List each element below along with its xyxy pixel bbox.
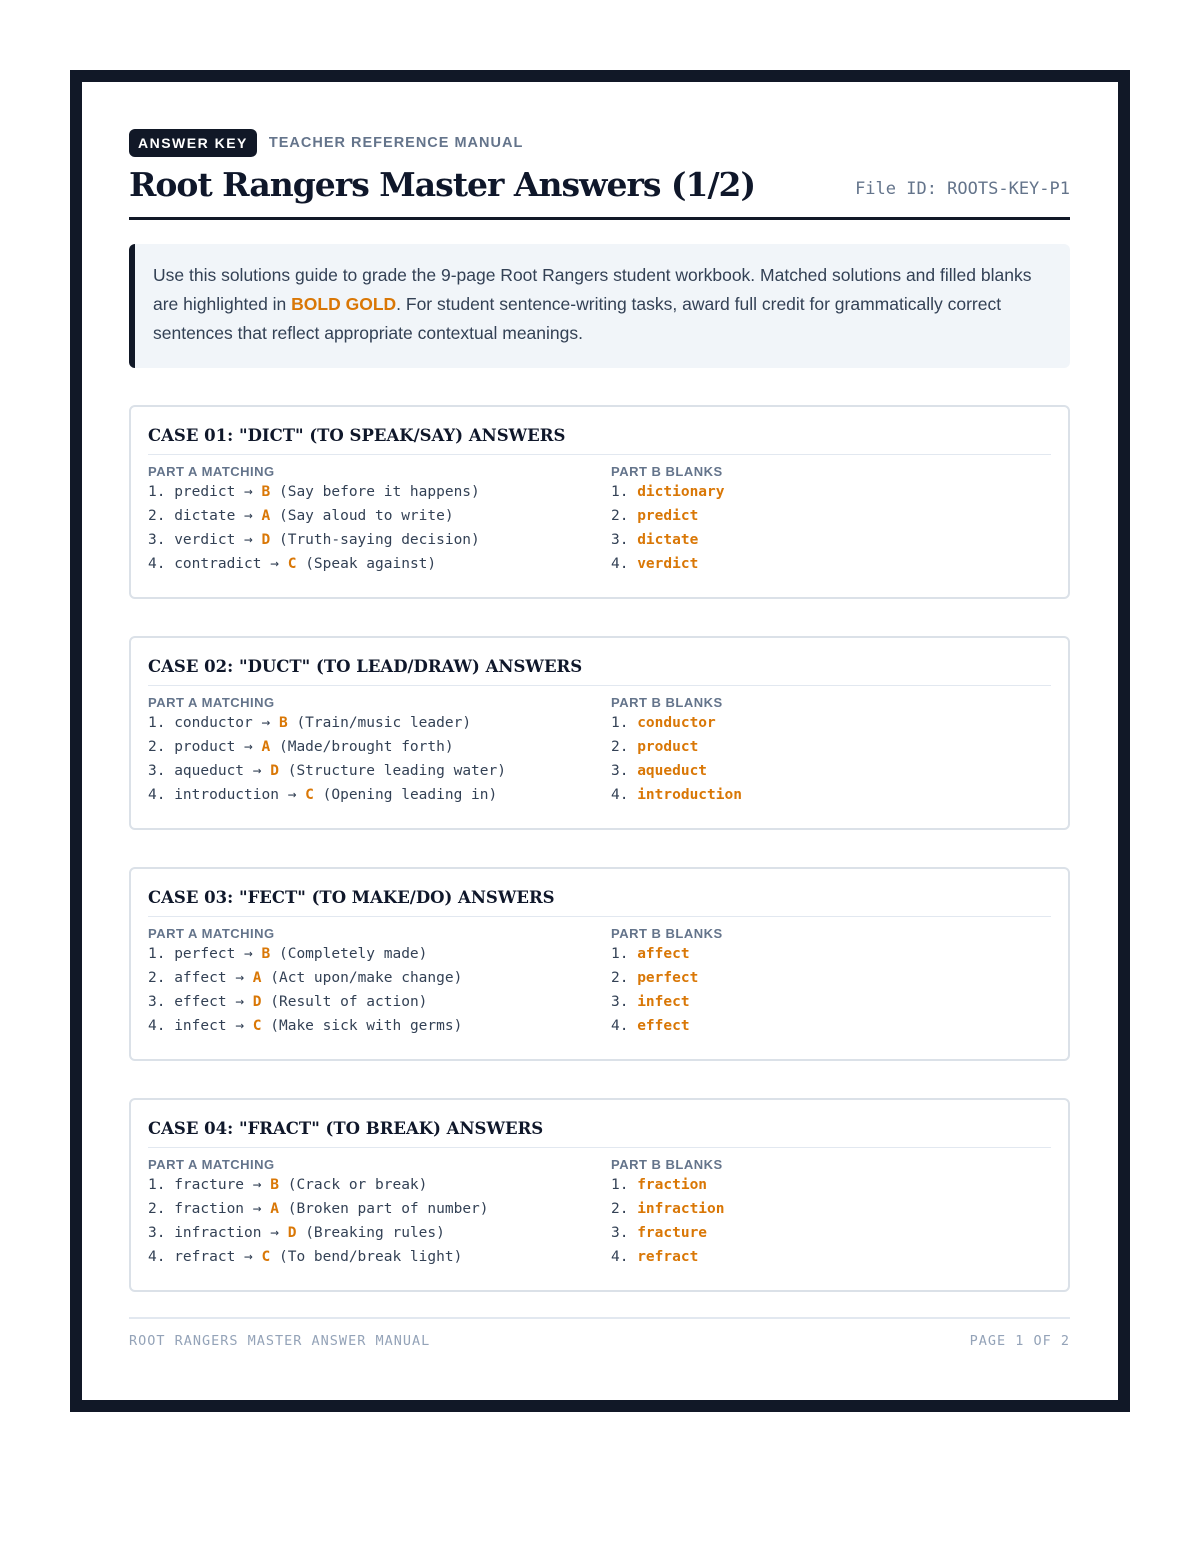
matching-item	[148, 1173, 611, 1197]
intro-highlight: BOLD GOLD	[291, 294, 397, 314]
page-title: Root Rangers Master Answers (1/2)	[129, 165, 756, 204]
item-number: 1.	[148, 484, 166, 500]
blank-answer: fraction	[637, 1177, 708, 1193]
matching-meaning: (Structure leading water)	[287, 763, 506, 779]
item-number: 3.	[611, 994, 629, 1010]
matching-meaning: (Result of action)	[270, 994, 428, 1010]
case-columns	[148, 695, 1051, 807]
matching-list	[148, 1173, 611, 1269]
arrow-icon: →	[287, 787, 297, 803]
title-row	[129, 165, 1070, 220]
blank-answer: verdict	[637, 556, 699, 572]
intro-text-after: . For student sentence-writing tasks, award full credit for grammatically correct sentences that reflect appropriate contextual meanings.	[153, 294, 1002, 343]
item-number: 2.	[611, 1201, 629, 1217]
item-number: 1.	[611, 484, 629, 500]
blanks-list	[611, 480, 1051, 576]
item-number: 3.	[148, 763, 166, 779]
item-number: 1.	[611, 715, 629, 731]
item-number: 4.	[611, 787, 629, 803]
item-number: 4.	[148, 1018, 166, 1034]
page-content	[129, 129, 1070, 1349]
header-tagline	[129, 129, 1070, 157]
matching-item	[148, 528, 611, 552]
part-a-label: PART A MATCHING	[148, 926, 275, 941]
matching-list	[148, 942, 611, 1038]
matching-word: predict	[174, 484, 236, 500]
part-b-column	[611, 926, 1051, 1038]
matching-meaning: (Say before it happens)	[278, 484, 480, 500]
item-number: 2.	[611, 970, 629, 986]
blank-answer: effect	[637, 1018, 690, 1034]
matching-item	[148, 1014, 611, 1038]
part-b-label: PART B BLANKS	[611, 695, 723, 710]
blank-item	[611, 480, 1051, 504]
matching-word: perfect	[174, 946, 236, 962]
case-card	[129, 405, 1070, 599]
part-a-column	[148, 1157, 611, 1269]
case-title: CASE 04: "FRACT" (TO BREAK) ANSWERS	[148, 1118, 1051, 1148]
matching-word: infect	[174, 1018, 227, 1034]
matching-list	[148, 480, 611, 576]
matching-letter: C	[252, 1018, 262, 1034]
item-number: 4.	[148, 1249, 166, 1265]
item-number: 3.	[148, 532, 166, 548]
item-number: 1.	[148, 1177, 166, 1193]
blank-answer: predict	[637, 508, 699, 524]
case-card	[129, 636, 1070, 830]
matching-item	[148, 1245, 611, 1269]
item-number: 3.	[148, 994, 166, 1010]
arrow-icon: →	[244, 484, 253, 500]
blank-answer: perfect	[637, 970, 699, 986]
blank-item	[611, 759, 1051, 783]
matching-word: affect	[174, 970, 227, 986]
blank-answer: introduction	[637, 787, 742, 803]
part-a-label: PART A MATCHING	[148, 1157, 275, 1172]
matching-letter: D	[261, 532, 271, 548]
blank-answer: refract	[637, 1249, 699, 1265]
item-number: 1.	[611, 946, 629, 962]
matching-word: refract	[174, 1249, 236, 1265]
item-number: 2.	[148, 508, 166, 524]
blank-answer: product	[637, 739, 699, 755]
matching-meaning: (Make sick with germs)	[270, 1018, 463, 1034]
arrow-icon: →	[244, 532, 253, 548]
matching-item	[148, 990, 611, 1014]
file-id: File ID: ROOTS-KEY-P1	[855, 179, 1070, 199]
item-number: 1.	[148, 715, 166, 731]
arrow-icon: →	[252, 1201, 262, 1217]
item-number: 3.	[148, 1225, 166, 1241]
matching-item	[148, 966, 611, 990]
arrow-icon: →	[235, 970, 245, 986]
part-b-column	[611, 1157, 1051, 1269]
item-number: 4.	[148, 556, 166, 572]
item-number: 2.	[611, 508, 629, 524]
matching-letter: C	[261, 1249, 271, 1265]
arrow-icon: →	[270, 1225, 279, 1241]
intro-callout	[129, 244, 1070, 368]
blank-item	[611, 783, 1051, 807]
part-a-column	[148, 464, 611, 576]
item-number: 2.	[148, 739, 166, 755]
blank-item	[611, 1014, 1051, 1038]
item-number: 1.	[148, 946, 166, 962]
item-number: 3.	[611, 1225, 629, 1241]
item-number: 2.	[148, 970, 166, 986]
item-number: 2.	[611, 739, 629, 755]
case-card	[129, 1098, 1070, 1292]
blank-answer: conductor	[637, 715, 716, 731]
matching-letter: A	[270, 1201, 279, 1217]
matching-letter: D	[287, 1225, 297, 1241]
case-title: CASE 02: "DUCT" (TO LEAD/DRAW) ANSWERS	[148, 656, 1051, 686]
matching-meaning: (Crack or break)	[287, 1177, 428, 1193]
blank-item	[611, 711, 1051, 735]
blank-answer: dictionary	[637, 484, 725, 500]
matching-item	[148, 552, 611, 576]
matching-meaning: (Speak against)	[305, 556, 437, 572]
part-a-label: PART A MATCHING	[148, 464, 275, 479]
matching-item	[148, 1221, 611, 1245]
matching-letter: D	[252, 994, 262, 1010]
matching-word: fracture	[174, 1177, 245, 1193]
blank-item	[611, 942, 1051, 966]
matching-letter: B	[261, 946, 271, 962]
matching-item	[148, 759, 611, 783]
item-number: 1.	[611, 1177, 629, 1193]
part-a-column	[148, 695, 611, 807]
blanks-list	[611, 1173, 1051, 1269]
matching-letter: A	[261, 508, 271, 524]
case-columns	[148, 926, 1051, 1038]
item-number: 4.	[148, 787, 166, 803]
part-b-label: PART B BLANKS	[611, 1157, 723, 1172]
matching-item	[148, 735, 611, 759]
part-a-column	[148, 926, 611, 1038]
blanks-list	[611, 942, 1051, 1038]
part-a-label: PART A MATCHING	[148, 695, 275, 710]
matching-item	[148, 1197, 611, 1221]
matching-meaning: (Completely made)	[278, 946, 428, 962]
matching-word: aqueduct	[174, 763, 245, 779]
matching-meaning: (Broken part of number)	[287, 1201, 489, 1217]
part-b-column	[611, 695, 1051, 807]
arrow-icon: →	[252, 763, 262, 779]
matching-letter: B	[261, 484, 271, 500]
arrow-icon: →	[244, 739, 253, 755]
case-card	[129, 867, 1070, 1061]
blank-answer: fracture	[637, 1225, 708, 1241]
part-b-label: PART B BLANKS	[611, 464, 723, 479]
matching-item	[148, 942, 611, 966]
matching-letter: C	[287, 556, 297, 572]
blank-answer: affect	[637, 946, 690, 962]
item-number: 4.	[611, 556, 629, 572]
footer-page-number: PAGE 1 OF 2	[969, 1333, 1070, 1349]
case-list	[129, 405, 1070, 1292]
matching-word: fraction	[174, 1201, 245, 1217]
matching-word: contradict	[174, 556, 262, 572]
answer-key-badge: ANSWER KEY	[129, 129, 257, 157]
matching-meaning: (Train/music leader)	[296, 715, 472, 731]
blank-answer: aqueduct	[637, 763, 708, 779]
matching-letter: B	[278, 715, 288, 731]
matching-meaning: (To bend/break light)	[278, 1249, 463, 1265]
arrow-icon: →	[244, 508, 253, 524]
footer-left: ROOT RANGERS MASTER ANSWER MANUAL	[129, 1333, 431, 1349]
matching-letter: C	[305, 787, 314, 803]
matching-word: conductor	[174, 715, 253, 731]
part-b-label: PART B BLANKS	[611, 926, 723, 941]
matching-word: verdict	[174, 532, 236, 548]
arrow-icon: →	[244, 946, 253, 962]
case-title: CASE 01: "DICT" (TO SPEAK/SAY) ANSWERS	[148, 425, 1051, 455]
matching-item	[148, 504, 611, 528]
matching-meaning: (Truth-saying decision)	[278, 532, 480, 548]
blank-item	[611, 528, 1051, 552]
matching-letter: A	[261, 739, 271, 755]
arrow-icon: →	[252, 1177, 262, 1193]
arrow-icon: →	[261, 715, 271, 731]
matching-list	[148, 711, 611, 807]
case-columns	[148, 1157, 1051, 1269]
blank-item	[611, 1221, 1051, 1245]
matching-item	[148, 711, 611, 735]
page-frame	[70, 70, 1130, 1412]
case-columns	[148, 464, 1051, 576]
blank-item	[611, 504, 1051, 528]
case-title: CASE 03: "FECT" (TO MAKE/DO) ANSWERS	[148, 887, 1051, 917]
arrow-icon: →	[235, 1018, 245, 1034]
matching-letter: B	[270, 1177, 279, 1193]
arrow-icon: →	[244, 1249, 253, 1265]
matching-word: introduction	[174, 787, 279, 803]
matching-meaning: (Say aloud to write)	[278, 508, 454, 524]
matching-item	[148, 480, 611, 504]
item-number: 4.	[611, 1018, 629, 1034]
blank-item	[611, 735, 1051, 759]
matching-meaning: (Act upon/make change)	[270, 970, 463, 986]
item-number: 4.	[611, 1249, 629, 1265]
matching-meaning: (Breaking rules)	[305, 1225, 445, 1241]
matching-word: infraction	[174, 1225, 262, 1241]
item-number: 3.	[611, 532, 629, 548]
item-number: 2.	[148, 1201, 166, 1217]
blank-item	[611, 1173, 1051, 1197]
item-number: 3.	[611, 763, 629, 779]
matching-word: dictate	[174, 508, 236, 524]
matching-item	[148, 783, 611, 807]
matching-letter: A	[252, 970, 262, 986]
blanks-list	[611, 711, 1051, 807]
blank-item	[611, 552, 1051, 576]
matching-word: product	[174, 739, 236, 755]
matching-letter: D	[270, 763, 279, 779]
blank-item	[611, 966, 1051, 990]
matching-word: effect	[174, 994, 227, 1010]
blank-item	[611, 990, 1051, 1014]
arrow-icon: →	[270, 556, 279, 572]
blank-item	[611, 1245, 1051, 1269]
intro-text-before: Use this solutions guide to grade the 9-page Root Rangers student workbook. Matched solutions and filled blanks are highlighted in	[153, 265, 1032, 314]
blank-answer: infect	[637, 994, 690, 1010]
page-footer	[129, 1317, 1070, 1349]
matching-meaning: (Opening leading in)	[322, 787, 498, 803]
blank-answer: infraction	[637, 1201, 725, 1217]
header-subtitle: TEACHER REFERENCE MANUAL	[268, 135, 524, 151]
arrow-icon: →	[235, 994, 245, 1010]
blank-item	[611, 1197, 1051, 1221]
matching-meaning: (Made/brought forth)	[278, 739, 454, 755]
part-b-column	[611, 464, 1051, 576]
blank-answer: dictate	[637, 532, 699, 548]
